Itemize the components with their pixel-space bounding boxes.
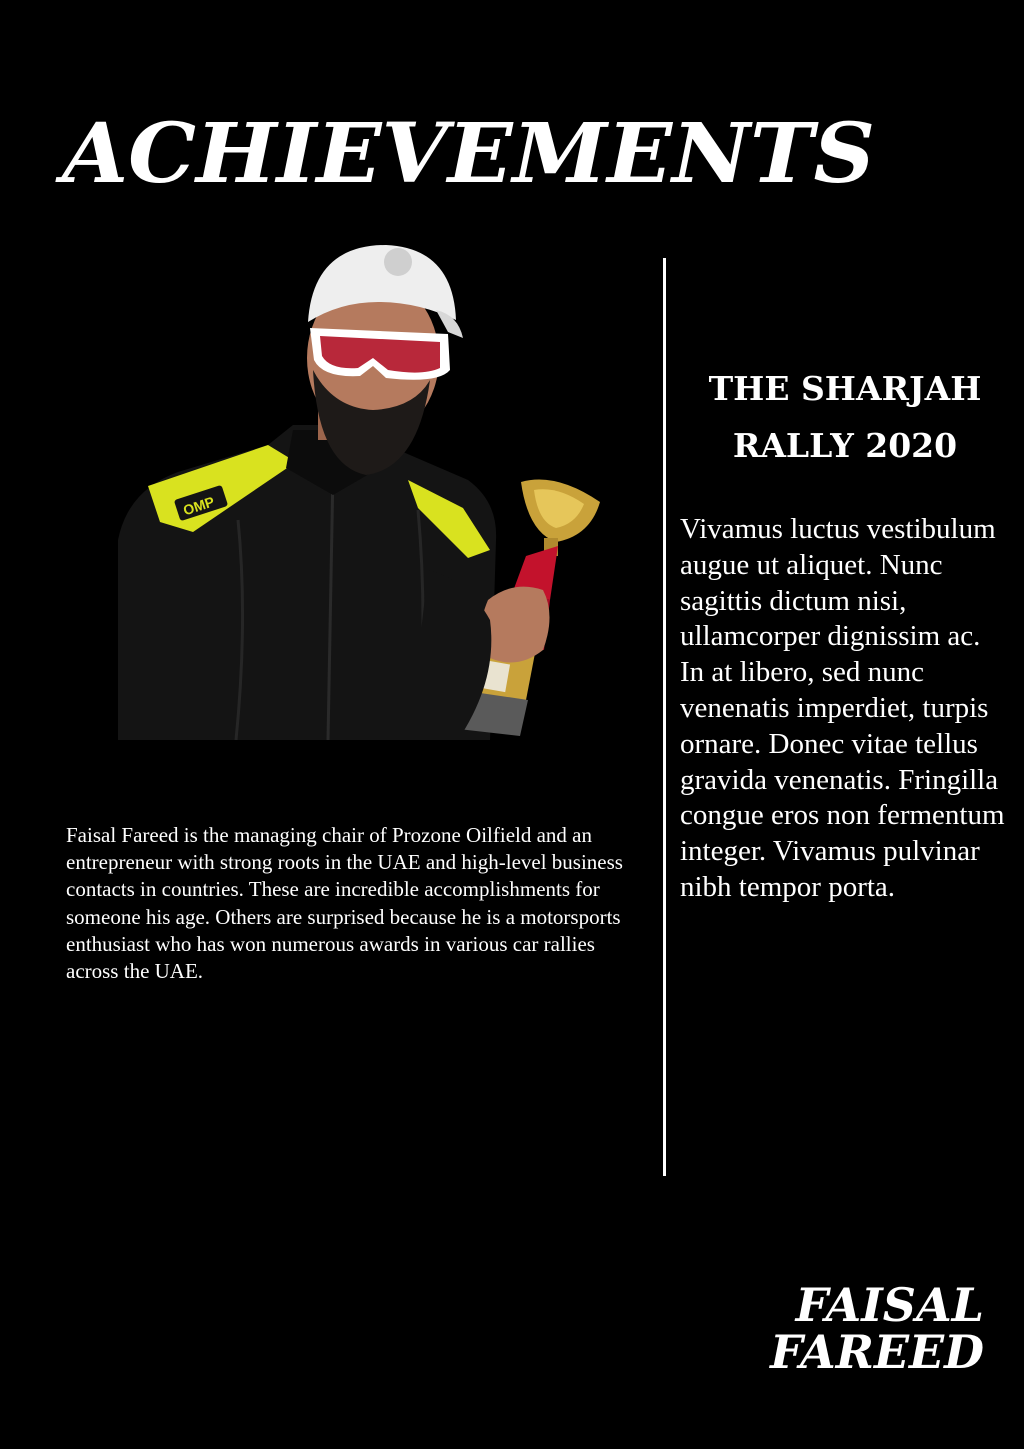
brand-name-line-2: FAREED <box>770 1325 984 1379</box>
event-title <box>680 360 1010 474</box>
brand-name <box>700 1278 984 1379</box>
page-title: ACHIEVEMENTS <box>62 106 876 202</box>
svg-text:OMP: OMP <box>181 493 217 519</box>
bio-paragraph: Faisal Fareed is the managing chair of Prozone Oilfield and an entrepreneur with strong roots in the UAE and high-level business contacts in countries. These are incredible accomplishments for someone his age. Others are surprised because he is a motorsports enthusiast who has won numerous awards in various car rallies across the UAE. <box>66 823 623 984</box>
event-title-line-2: RALLY 2020 <box>732 426 958 465</box>
vertical-divider <box>663 258 666 1176</box>
event-description: Vivamus luctus vestibulum augue ut aliquet. Nunc sagittis dictum nisi, ullamcorper dignissim ac. In at libero, sed nunc venenatis imperdiet, turpis ornare. Donec vitae tellus gravida venenatis. Fringilla congue eros non fermentum integer. Vivamus pulvinar nibh tempor porta. <box>680 513 1005 903</box>
brand-name-line-1: FAISAL <box>795 1278 984 1332</box>
event-title-line-1: THE SHARJAH <box>708 369 982 408</box>
racer-with-trophy-photo <box>118 240 608 740</box>
racer-hand <box>481 587 550 663</box>
